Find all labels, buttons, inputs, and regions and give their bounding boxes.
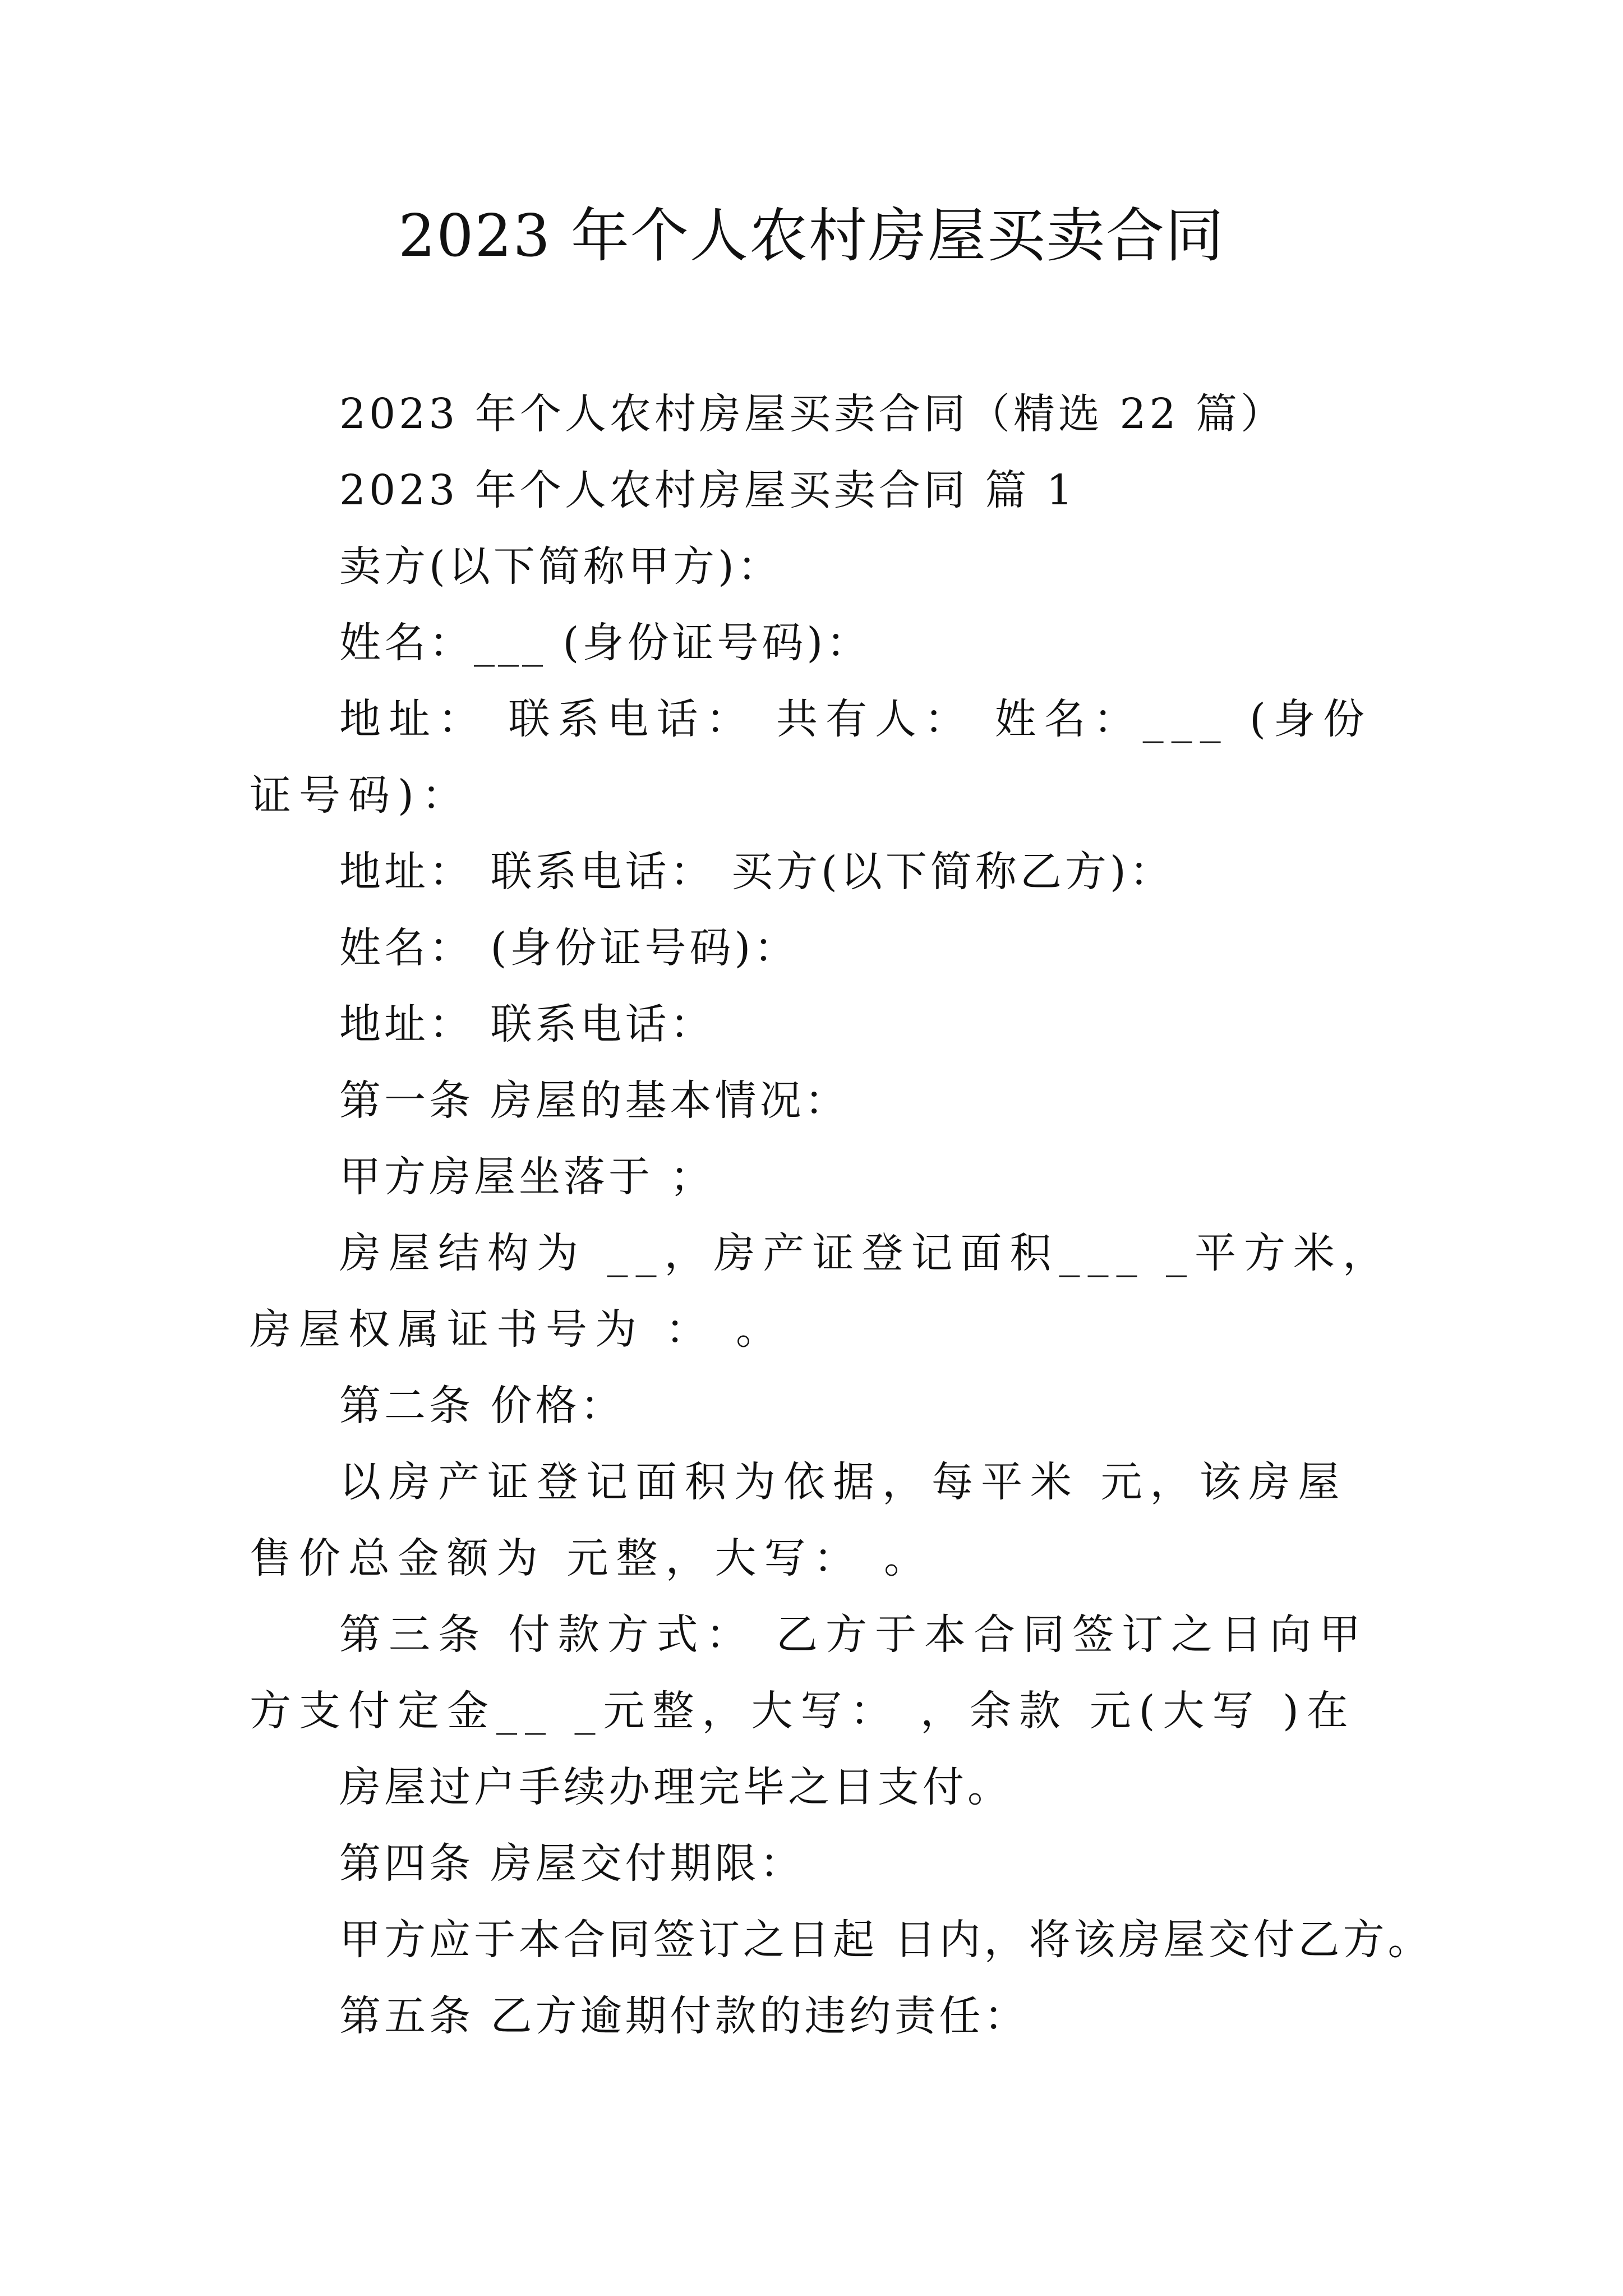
paragraph: 以房产证登记面积为依据，每平米 元，该房屋售价总金额为 元整，大写： 。: [250, 1458, 1348, 1582]
paragraph: 第一条 房屋的基本情况：: [339, 1076, 850, 1125]
document-body: [250, 376, 1433, 2054]
paragraph: 地址： 联系电话： 买方(以下简称乙方)：: [339, 848, 1174, 896]
document-title: 2023 年个人农村房屋买卖合同: [398, 201, 1225, 270]
paragraph: 姓名：___ (身份证号码)：: [339, 619, 872, 667]
paragraph: 甲方房屋坐落于 ；: [339, 1153, 715, 1201]
paragraph: 房屋结构为 __，房产证登记面积___ _平方米，房屋权属证书号为 ： 。: [250, 1229, 1393, 1354]
paragraph: 第五条 乙方逾期付款的违约责任：: [339, 1992, 1029, 2040]
paragraph: 甲方应于本合同签订之日起 日内，将该房屋交付乙方。: [339, 1916, 1433, 1964]
paragraph: 姓名： (身份证号码)：: [339, 924, 799, 972]
paragraph: 房屋过户手续办理完毕之日支付。: [339, 1763, 1012, 1811]
paragraph: 第二条 价格：: [339, 1382, 625, 1430]
paragraph: 第三条 付款方式： 乙方于本合同签订之日向甲方支付定金__ _元整，大写： ，余款 元(大写 )在: [250, 1611, 1369, 1735]
paragraph: 地址： 联系电话： 共有人： 姓名：___ (身份证号码)：: [250, 695, 1372, 820]
paragraph: 第四条 房屋交付期限：: [339, 1839, 805, 1888]
paragraph: 地址： 联系电话：: [339, 1000, 715, 1048]
paragraph: 卖方(以下简称甲方)：: [339, 542, 782, 591]
paragraph: 2023 年个人农村房屋买卖合同（精选 22 篇）: [339, 390, 1286, 438]
paragraph: 2023 年个人农村房屋买卖合同 篇 1: [339, 466, 1076, 514]
